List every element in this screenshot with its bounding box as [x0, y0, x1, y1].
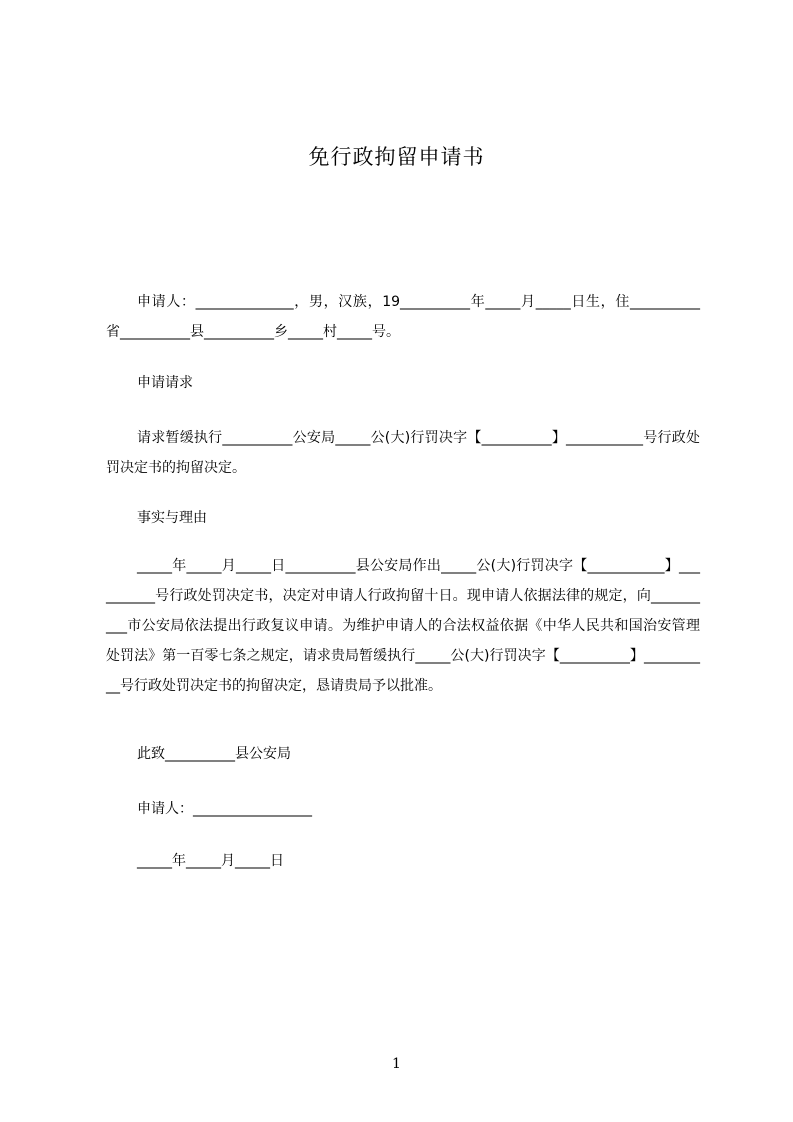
request-paragraph: 请求暂缓执行__________公安局_____公(大)行罚决字【__________】___________号行政处罚决定书的拘留决定。 — [106, 430, 700, 476]
signature-line: 申请人：_________________ — [137, 801, 312, 817]
applicant-info-paragraph: 申请人：______________，男，汉族，19__________年_____月_____日生，住__________省__________县__________乡_____村_____号。 — [106, 294, 700, 340]
date-line: _____年_____月_____日 — [137, 853, 284, 869]
page-number: 1 — [392, 1056, 401, 1072]
document-title: 免行政拘留申请书 — [308, 145, 485, 169]
facts-heading: 事实与理由 — [137, 510, 207, 526]
closing-line: 此致__________县公安局 — [137, 746, 291, 762]
facts-paragraph: _____年_____月_____日__________县公安局作出_____公(大)行罚决字【___________】__________号行政处罚决定书，决定对申请人行政拘留十日。现申请人依据法律的规定，向__________市公安局依法提出行政复议申请。为维护申请人的合法权益依据《中华人民共和国治安管理处罚法》第一百零七条之规定，请求贵局暂缓执行_____公(大)行罚决字【__________】__________号行政处罚决定书的拘留决定，恳请贵局予以批准。 — [106, 558, 700, 694]
request-heading: 申请请求 — [137, 375, 193, 391]
